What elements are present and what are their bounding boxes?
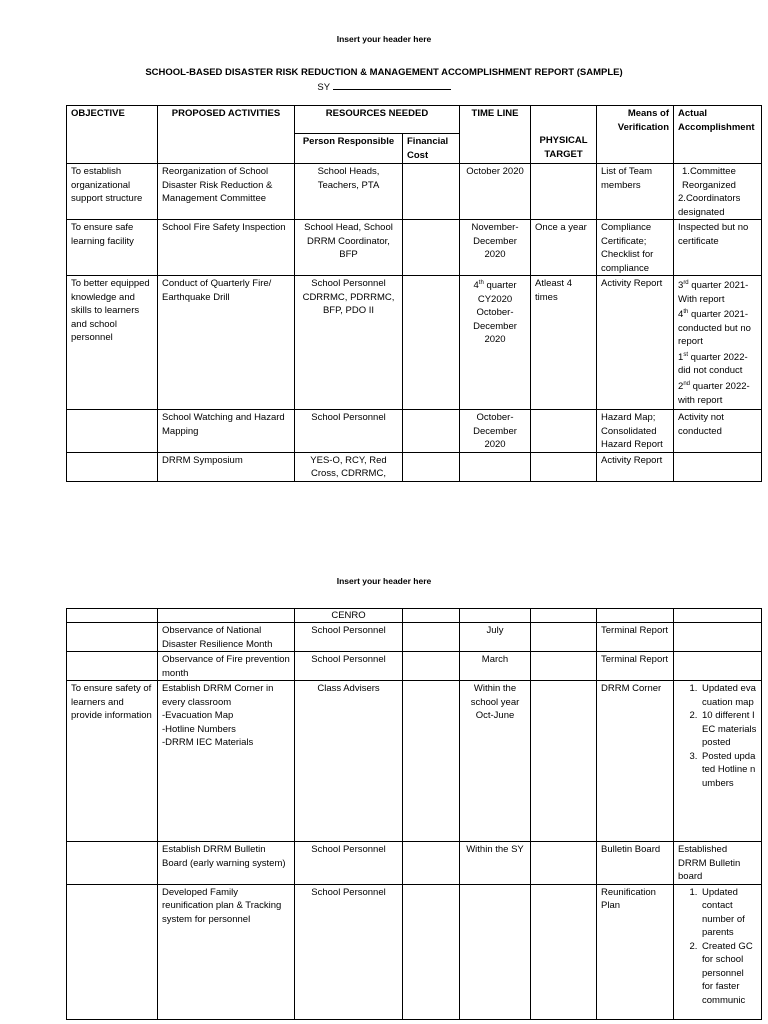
cell-financial	[403, 164, 460, 220]
cell-person: YES-O, RCY, Red Cross, CDRRMC,	[295, 452, 403, 481]
cell-target	[531, 623, 597, 652]
cell-timeline: Within the school year Oct-June	[460, 681, 531, 842]
table-row	[67, 609, 762, 623]
cell-target: Atleast 4 times	[531, 276, 597, 410]
cell-means: Terminal Report	[597, 623, 674, 652]
table-row	[67, 164, 762, 220]
report-title: SCHOOL-BASED DISASTER RISK REDUCTION & MANAGEMENT ACCOMPLISHMENT REPORT (SAMPLE)	[145, 67, 623, 78]
cell-objective: To better equipped knowledge and skills to learners and school personnel	[67, 276, 158, 410]
activity-line: Establish DRRM Corner in every classroom	[162, 683, 274, 708]
cell-means: Compliance Certificate; Checklist for compliance	[597, 220, 674, 276]
cell-objective	[67, 452, 158, 481]
cell-objective	[67, 884, 158, 1019]
cell-person: School Personnel	[295, 623, 403, 652]
cell-timeline	[460, 452, 531, 481]
col-objective-header: OBJECTIVE	[67, 106, 158, 164]
cell-objective	[67, 652, 158, 681]
actual-list-item: 2. Created GC for school personnel for faster communic	[700, 940, 757, 1008]
quarter-suffix: th	[478, 280, 484, 286]
table-row	[67, 452, 762, 481]
actual-quarter-entry	[678, 277, 757, 306]
cell-target	[531, 842, 597, 885]
table-row	[67, 276, 762, 410]
cell-actual: Inspected but no certificate	[674, 220, 762, 276]
cell-target	[531, 609, 597, 623]
entry-suffix: nd	[683, 380, 690, 387]
school-year-blank[interactable]	[333, 80, 451, 90]
actual-list-item: 1. Updated evacuation map	[700, 682, 757, 709]
cell-objective	[67, 842, 158, 885]
cell-person: School Personnel CDRRMC, PDRRMC, BFP, PDO II	[295, 276, 403, 410]
entry-quarter: 3	[678, 280, 684, 292]
cell-actual	[674, 164, 762, 220]
activity-line: -Hotline Numbers	[162, 723, 236, 735]
cell-timeline: November-December 2020	[460, 220, 531, 276]
cell-actual	[674, 452, 762, 481]
table-row	[67, 623, 762, 652]
cell-activity: School Fire Safety Inspection	[158, 220, 295, 276]
cell-timeline: July	[460, 623, 531, 652]
cell-objective: To establish organizational support structure	[67, 164, 158, 220]
cell-financial	[403, 609, 460, 623]
cell-person: School Personnel	[295, 842, 403, 885]
cell-means: Hazard Map; Consolidated Hazard Report	[597, 410, 674, 453]
actual-list-item: 3. Posted updated Hotline numbers	[700, 750, 757, 791]
cell-timeline: October-December 2020	[460, 410, 531, 453]
cell-activity: Developed Family reunification plan & Tracking system for personnel	[158, 884, 295, 1019]
entry-quarter: 4	[678, 309, 684, 321]
cell-activity	[158, 609, 295, 623]
cell-person: School Personnel	[295, 884, 403, 1019]
accomplishment-table-1	[66, 105, 762, 482]
cell-activity: Observance of Fire prevention month	[158, 652, 295, 681]
entry-text: quarter 2022- with report	[678, 381, 750, 406]
entry-quarter: 1	[678, 351, 684, 363]
cell-financial	[403, 452, 460, 481]
cell-person: School Personnel	[295, 652, 403, 681]
cell-activity: DRRM Symposium	[158, 452, 295, 481]
col-target-label: PHYSICAL TARGET	[539, 135, 588, 160]
cell-activity: Establish DRRM Bulletin Board (early warning system)	[158, 842, 295, 885]
cell-person: School Head, School DRRM Coordinator, BFP	[295, 220, 403, 276]
cell-person: CENRO	[295, 609, 403, 623]
cell-financial	[403, 276, 460, 410]
cell-timeline: October 2020	[460, 164, 531, 220]
cell-financial	[403, 623, 460, 652]
cell-target	[531, 884, 597, 1019]
cell-timeline	[460, 609, 531, 623]
cell-activity: Reorganization of School Disaster Risk Reduction & Management Committee	[158, 164, 295, 220]
cell-actual	[674, 623, 762, 652]
cell-objective	[67, 623, 158, 652]
entry-text: quarter 2021- With report	[678, 280, 749, 305]
cell-objective	[67, 410, 158, 453]
cell-timeline: Within the SY	[460, 842, 531, 885]
table-row	[67, 220, 762, 276]
activity-line: -DRRM IEC Materials	[162, 737, 254, 748]
cell-target	[531, 410, 597, 453]
cell-target: Once a year	[531, 220, 597, 276]
col-means-header: Means of Verification	[597, 106, 674, 164]
cell-activity: School Watching and Hazard Mapping	[158, 410, 295, 453]
cell-means: Reunification Plan	[597, 884, 674, 1019]
cell-financial	[403, 410, 460, 453]
cell-financial	[403, 652, 460, 681]
cell-target	[531, 681, 597, 842]
cell-means: Terminal Report	[597, 652, 674, 681]
entry-suffix: st	[683, 351, 688, 358]
actual-list	[678, 682, 757, 790]
cell-person: School Heads, Teachers, PTA	[295, 164, 403, 220]
cell-actual: Activity not conducted	[674, 410, 762, 453]
col-activities-header: PROPOSED ACTIVITIES	[158, 106, 295, 164]
col-financial-header: Financial Cost	[403, 134, 460, 164]
cell-activity	[158, 681, 295, 842]
actual-quarter-entry	[678, 349, 757, 378]
entry-text: quarter 2022- did not conduct	[678, 351, 748, 377]
actual-line: 2.Coordinators designated	[678, 193, 741, 218]
school-year-line	[0, 80, 768, 93]
actual-list	[678, 886, 757, 1008]
cell-activity: Observance of National Disaster Resilience Month	[158, 623, 295, 652]
cell-timeline: March	[460, 652, 531, 681]
timeline-range: October-December 2020	[473, 307, 517, 346]
actual-list-item: 1. Updated contact number of parents	[700, 886, 757, 940]
cell-financial	[403, 884, 460, 1019]
page-1	[0, 0, 768, 510]
col-person-header: Person Responsible	[295, 134, 403, 164]
cell-means: DRRM Corner	[597, 681, 674, 842]
actual-quarter-entry	[678, 378, 757, 407]
cell-financial	[403, 842, 460, 885]
page-header: Insert your header here	[336, 34, 432, 44]
col-actual-header: Actual Accomplishment	[674, 106, 762, 164]
table-row	[67, 681, 762, 842]
accomplishment-table-2	[66, 608, 762, 1020]
table-row	[67, 884, 762, 1019]
cell-actual	[674, 884, 762, 1019]
cell-means: Activity Report	[597, 276, 674, 410]
cell-activity: Conduct of Quarterly Fire/ Earthquake Drill	[158, 276, 295, 410]
entry-quarter: 2	[678, 381, 684, 393]
page-header: Insert your header here	[336, 576, 432, 586]
activity-line: -Evacuation Map	[162, 710, 234, 721]
cell-actual	[674, 609, 762, 623]
cell-person: School Personnel	[295, 410, 403, 453]
cell-means: List of Team members	[597, 164, 674, 220]
cell-actual: Established DRRM Bulletin board	[674, 842, 762, 885]
cell-means: Activity Report	[597, 452, 674, 481]
cell-timeline	[460, 884, 531, 1019]
table-row	[67, 842, 762, 885]
actual-quarter-entry	[678, 306, 757, 349]
col-target-header	[531, 106, 597, 164]
cell-timeline	[460, 276, 531, 410]
cell-financial	[403, 681, 460, 842]
school-year-label: SY	[317, 82, 330, 93]
actual-line: 1.Committee Reorganized	[682, 166, 736, 191]
cell-financial	[403, 220, 460, 276]
cell-target	[531, 164, 597, 220]
col-timeline-header: TIME LINE	[460, 106, 531, 164]
actual-list-item: 2. 10 different IEC materials posted	[700, 709, 757, 750]
table-row	[67, 652, 762, 681]
cell-actual	[674, 652, 762, 681]
entry-suffix: th	[683, 309, 689, 316]
cell-actual	[674, 276, 762, 410]
cell-objective	[67, 609, 158, 623]
cell-person: Class Advisers	[295, 681, 403, 842]
cell-means: Bulletin Board	[597, 842, 674, 885]
quarter-number: 4	[473, 280, 479, 292]
entry-text: quarter 2021- conducted but no report	[678, 309, 751, 348]
quarter-text: quarter CY2020	[477, 280, 517, 305]
cell-target	[531, 652, 597, 681]
col-resources-header: RESOURCES NEEDED	[295, 106, 460, 134]
entry-suffix: rd	[683, 280, 689, 286]
cell-means	[597, 609, 674, 623]
cell-target	[531, 452, 597, 481]
cell-objective: To ensure safety of learners and provide information	[67, 681, 158, 842]
page-2	[0, 560, 768, 1024]
cell-actual	[674, 681, 762, 842]
table-row	[67, 410, 762, 453]
cell-objective: To ensure safe learning facility	[67, 220, 158, 276]
